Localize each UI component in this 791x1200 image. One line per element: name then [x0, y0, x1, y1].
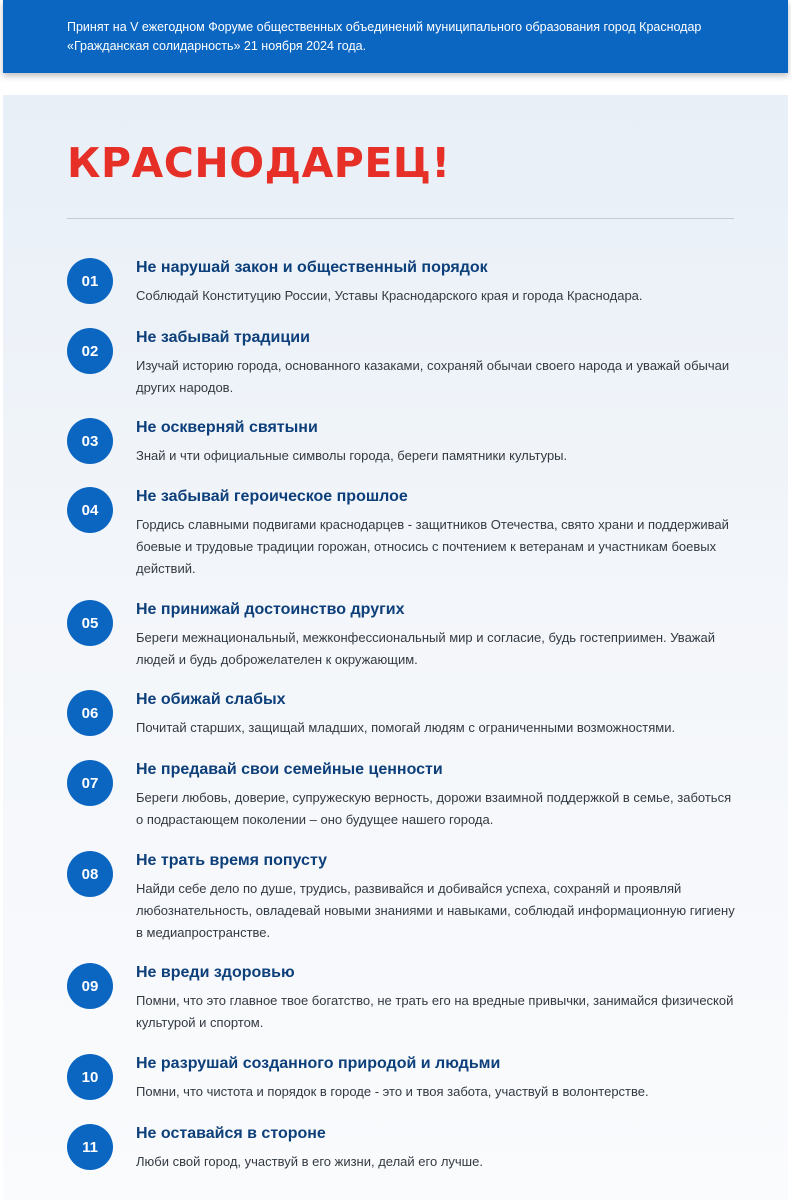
page-title: КРАСНОДАРЕЦ!: [67, 139, 451, 187]
content-card: [3, 95, 788, 1200]
title-divider: [67, 218, 734, 219]
rule-number-badge: 01: [67, 258, 113, 304]
rule-number-badge: 05: [67, 600, 113, 646]
rule-description: Помни, что это главное твое богатство, не трать его на вредные привычки, занимайся физической культурой и спортом.: [136, 993, 734, 1030]
rule-title: Не обижай слабых: [136, 691, 286, 708]
rule-number-badge: 09: [67, 963, 113, 1009]
rule-description: Почитай старших, защищай младших, помогай людям с ограниченными возможностями.: [136, 720, 676, 735]
rule-title: Не забывай традиции: [136, 329, 310, 346]
rule-title: Не разрушай созданного природой и людьми: [136, 1055, 501, 1072]
rule-description: Соблюдай Конституцию России, Уставы Краснодарского края и города Краснодара.: [136, 288, 643, 303]
rule-title: Не оскверняй святыни: [136, 419, 318, 436]
rule-description: Гордись славными подвигами краснодарцев - защитников Отечества, свято храни и поддерживай боевые и трудовые традиции горожан, относись с почтением к ветеранам и участникам боевых действий.: [136, 517, 729, 576]
rule-number-badge: 07: [67, 760, 113, 806]
rule-number-badge: 04: [67, 487, 113, 533]
rule-description: Помни, что чистота и порядок в городе - это и твоя забота, участвуй в волонтерстве.: [136, 1084, 649, 1099]
header-line-2: «Гражданская солидарность» 21 ноября 2024 года.: [67, 39, 367, 53]
rule-number-badge: 06: [67, 690, 113, 736]
rule-title: Не нарушай закон и общественный порядок: [136, 259, 488, 276]
header-banner: [3, 0, 788, 73]
rule-number-badge: 03: [67, 418, 113, 464]
rule-number-badge: 08: [67, 851, 113, 897]
rule-title: Не трать время попусту: [136, 852, 328, 869]
rule-description: Знай и чти официальные символы города, береги памятники культуры.: [136, 448, 568, 463]
rule-number-badge: 02: [67, 328, 113, 374]
rule-description: Береги межнациональный, межконфессиональный мир и согласие, будь гостеприимен. Уважай людей и будь доброжелателен к окружающим.: [136, 630, 715, 667]
rule-title: Не вреди здоровью: [136, 964, 295, 981]
rule-number-badge: 11: [67, 1124, 113, 1170]
rule-description: Береги любовь, доверие, супружескую верность, дорожи взаимной поддержкой в семье, заботься о подрастающем поколении – оно будущее нашего города.: [136, 790, 732, 827]
rule-description: Найди себе дело по душе, трудись, развивайся и добивайся успеха, сохраняй и проявляй любознательность, овладевай новыми знаниями и навыками, соблюдай информационную гигиену в медиапространстве.: [136, 881, 735, 940]
rule-title: Не забывай героическое прошлое: [136, 488, 408, 505]
rule-description: Изучай историю города, основанного казаками, сохраняй обычаи своего народа и уважай обычаи других народов.: [136, 358, 730, 395]
rule-title: Не принижай достоинство других: [136, 601, 405, 618]
rule-title: Не оставайся в стороне: [136, 1125, 326, 1142]
header-line-1: Принят на V ежегодном Форуме общественных объединений муниципального образования город Краснодар: [67, 20, 702, 34]
rule-title: Не предавай свои семейные ценности: [136, 761, 443, 778]
rule-description: Люби свой город, участвуй в его жизни, делай его лучше.: [136, 1154, 483, 1169]
rule-number-badge: 10: [67, 1054, 113, 1100]
